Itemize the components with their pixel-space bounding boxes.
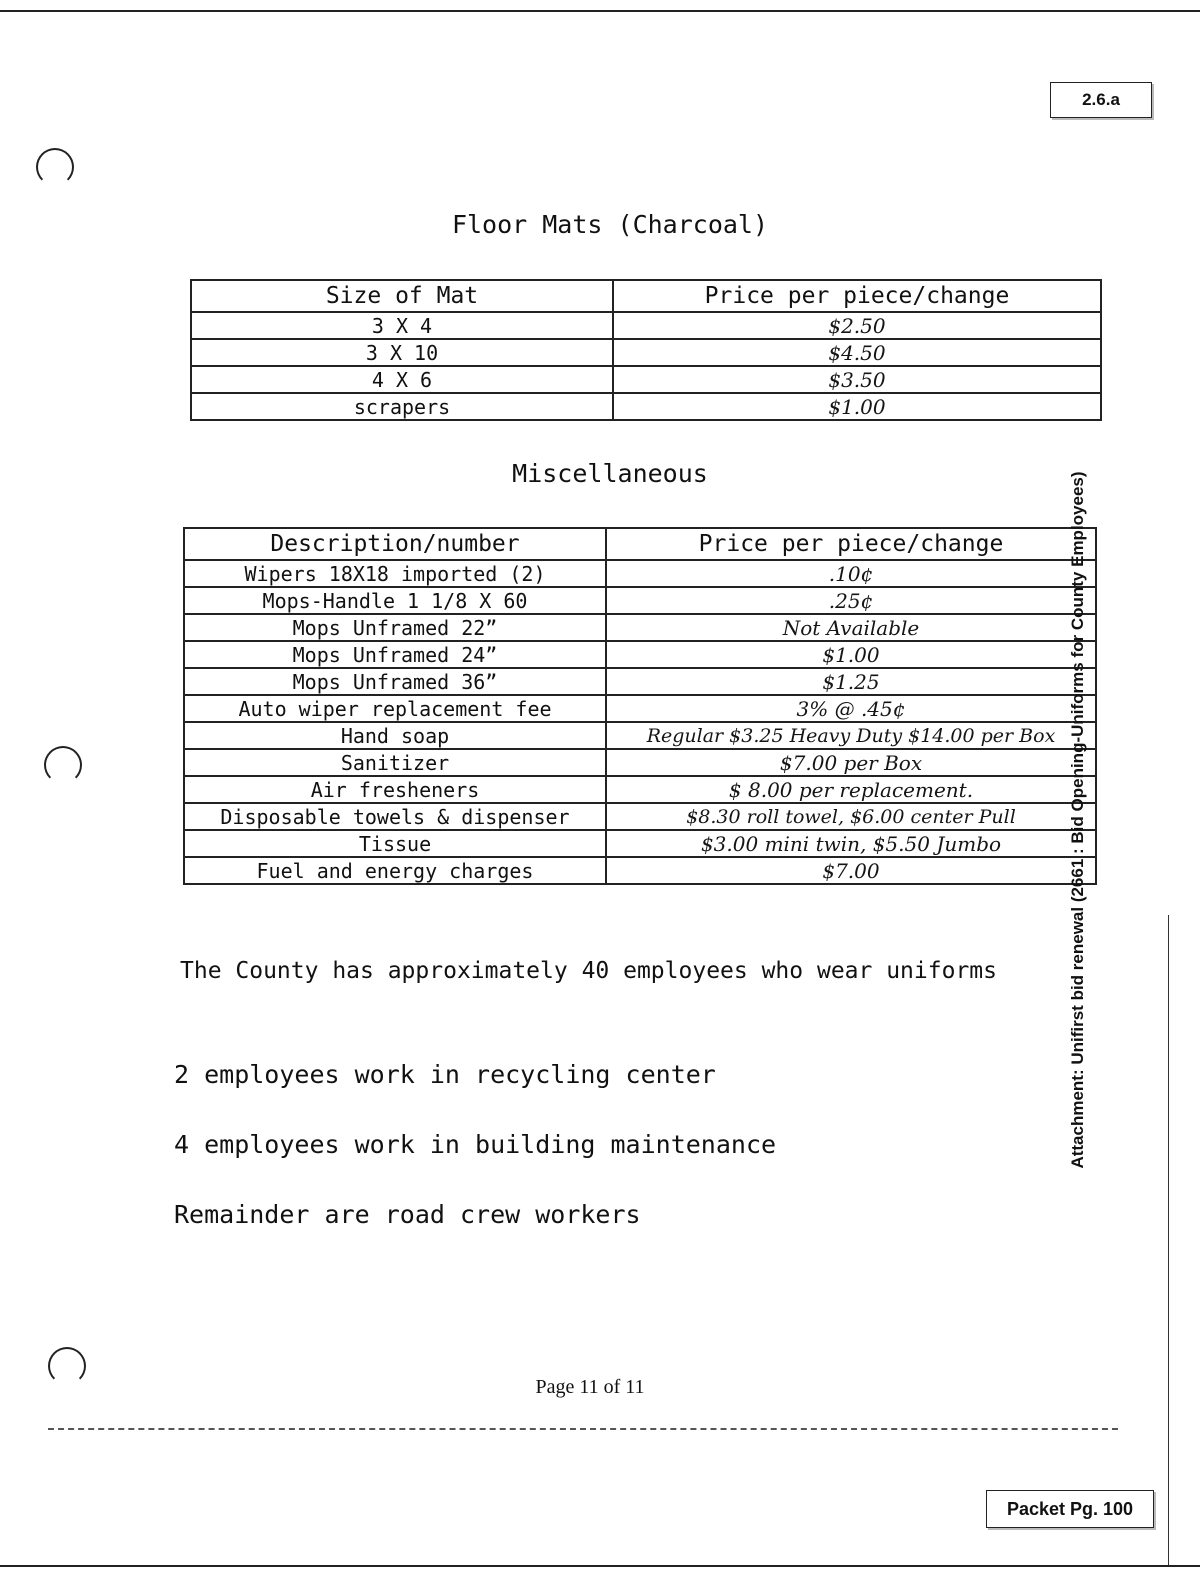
dashed-divider: [48, 1428, 1118, 1430]
item-description-cell: Auto wiper replacement fee: [184, 695, 606, 722]
item-price-cell: Regular $3.25 Heavy Duty $14.00 per Box: [606, 722, 1096, 749]
item-description-cell: Sanitizer: [184, 749, 606, 776]
miscellaneous-title: Miscellaneous: [512, 459, 708, 488]
item-price-cell: 3% @ .45¢: [606, 695, 1096, 722]
item-price-cell: .25¢: [606, 587, 1096, 614]
table-row: [184, 695, 1096, 722]
table-row: [184, 641, 1096, 668]
mat-size-cell: 4 X 6: [191, 366, 613, 393]
floor-mats-table: [190, 279, 1102, 421]
mat-size-cell: scrapers: [191, 393, 613, 420]
item-price-cell: $7.00 per Box: [606, 749, 1096, 776]
item-description-cell: Mops-Handle 1 1/8 X 60: [184, 587, 606, 614]
table-row: [184, 857, 1096, 884]
punch-hole-icon: [36, 148, 74, 186]
table-row: [184, 587, 1096, 614]
table-row: [184, 722, 1096, 749]
maintenance-note: 4 employees work in building maintenance: [174, 1130, 777, 1159]
item-description-cell: Hand soap: [184, 722, 606, 749]
remainder-note: Remainder are road crew workers: [174, 1200, 641, 1229]
top-edge-line: [0, 10, 1200, 12]
punch-hole-icon: [44, 746, 82, 784]
column-header: Description/number: [184, 528, 606, 560]
item-price-cell: $ 8.00 per replacement.: [606, 776, 1096, 803]
mat-price-cell: $4.50: [613, 339, 1101, 366]
attachment-sidebar-text: Attachment: Unifirst bid renewal (2661 : Bid Opening-Uniforms for County Employees): [1068, 471, 1087, 1169]
item-description-cell: Air fresheners: [184, 776, 606, 803]
item-price-cell: Not Available: [606, 614, 1096, 641]
right-margin-line: [1168, 915, 1169, 1565]
packet-page-badge: Packet Pg. 100: [986, 1490, 1154, 1528]
item-price-cell: $7.00: [606, 857, 1096, 884]
item-description-cell: Mops Unframed 36”: [184, 668, 606, 695]
item-price-cell: .10¢: [606, 560, 1096, 587]
item-price-cell: $3.00 mini twin, $5.50 Jumbo: [606, 830, 1096, 857]
floor-mats-title: Floor Mats (Charcoal): [451, 210, 769, 239]
table-row: [184, 830, 1096, 857]
item-description-cell: Mops Unframed 24”: [184, 641, 606, 668]
table-row: [191, 339, 1101, 366]
table-row: [191, 312, 1101, 339]
column-header: Price per piece/change: [606, 528, 1096, 560]
section-badge: 2.6.a: [1050, 82, 1152, 118]
column-header: Price per piece/change: [613, 280, 1101, 312]
table-row: [184, 803, 1096, 830]
table-row: [184, 614, 1096, 641]
item-price-cell: $1.00: [606, 641, 1096, 668]
item-description-cell: Wipers 18X18 imported (2): [184, 560, 606, 587]
column-header: Size of Mat: [191, 280, 613, 312]
table-header-row: [184, 528, 1096, 560]
item-price-cell: $1.25: [606, 668, 1096, 695]
mat-price-cell: $3.50: [613, 366, 1101, 393]
table-header-row: [191, 280, 1101, 312]
table-row: [184, 776, 1096, 803]
page-number: Page 11 of 11: [535, 1376, 645, 1398]
item-price-cell: $8.30 roll towel, $6.00 center Pull: [606, 803, 1096, 830]
mat-size-cell: 3 X 10: [191, 339, 613, 366]
mat-price-cell: $1.00: [613, 393, 1101, 420]
recycling-note: 2 employees work in recycling center: [174, 1060, 716, 1089]
county-employees-note: The County has approximately 40 employees who wear uniforms: [180, 958, 997, 984]
item-description-cell: Fuel and energy charges: [184, 857, 606, 884]
table-row: [191, 393, 1101, 420]
item-description-cell: Tissue: [184, 830, 606, 857]
bottom-edge-line: [0, 1565, 1200, 1567]
table-row: [184, 749, 1096, 776]
item-description-cell: Disposable towels & dispenser: [184, 803, 606, 830]
miscellaneous-table: [183, 527, 1097, 885]
mat-price-cell: $2.50: [613, 312, 1101, 339]
item-description-cell: Mops Unframed 22”: [184, 614, 606, 641]
table-row: [184, 668, 1096, 695]
table-row: [184, 560, 1096, 587]
table-row: [191, 366, 1101, 393]
mat-size-cell: 3 X 4: [191, 312, 613, 339]
